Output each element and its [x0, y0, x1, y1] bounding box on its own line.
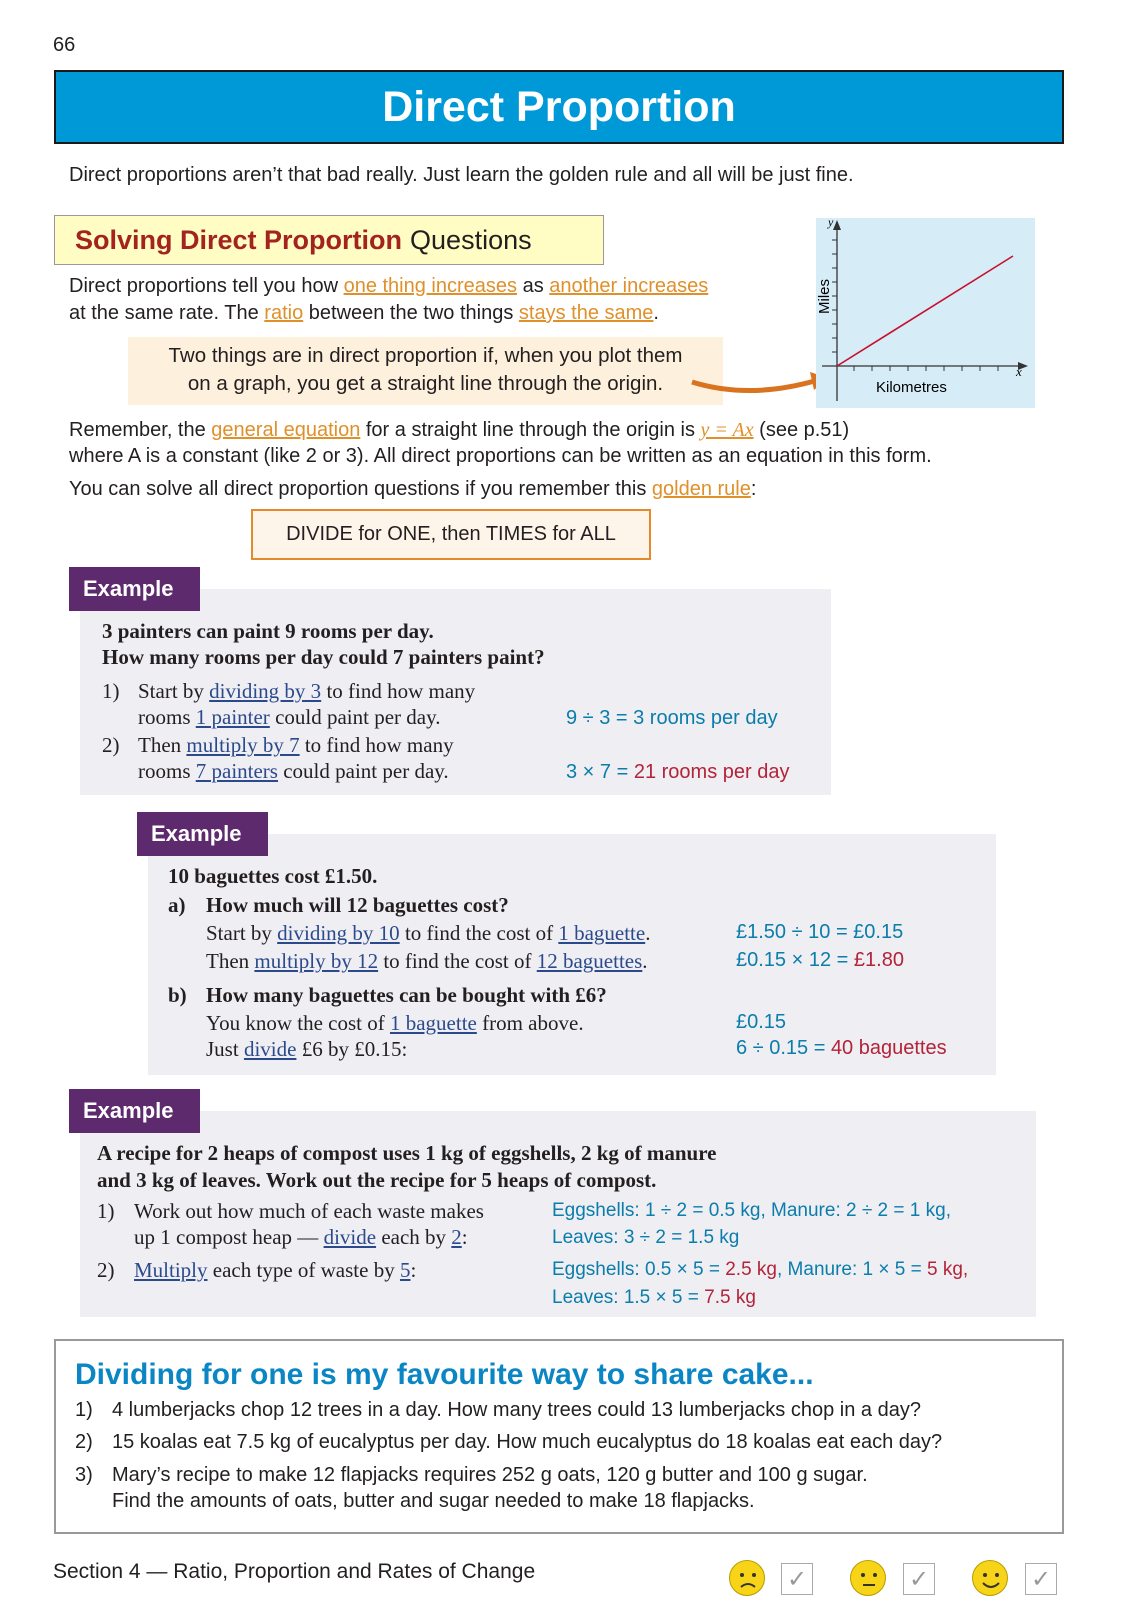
practice-title: Dividing for one is my favourite way to share cake...	[75, 1358, 814, 1391]
example-2-part-b-question: How many baguettes can be bought with £6?	[206, 983, 607, 1007]
example-1-step-2-b	[138, 759, 449, 784]
text: to find how many	[321, 679, 476, 703]
example-1-answer-2	[566, 761, 789, 784]
example-1-step-1-a	[138, 679, 475, 704]
keyword: 2	[451, 1225, 462, 1249]
example-2-label: Example	[137, 812, 268, 856]
example-3-question-2: and 3 kg of leaves. Work out the recipe for 5 heaps of compost.	[97, 1168, 657, 1192]
final-answer: 40 baguettes	[830, 1037, 947, 1059]
keyword: dividing by 10	[277, 921, 400, 945]
golden-rule-box: DIVIDE for ONE, then TIMES for ALL	[251, 509, 651, 560]
example-3-label: Example	[69, 1089, 200, 1133]
example-3-answer-2b	[552, 1287, 756, 1309]
example-1-answer-1: 9 ÷ 3 = 3 rooms per day	[566, 707, 778, 729]
keyword: divide	[243, 1037, 297, 1061]
text: Eggshells: 0.5 × 5 =	[552, 1259, 726, 1280]
text: .	[653, 302, 659, 324]
callout-line-1: Two things are in direct proportion if, when you plot them	[168, 344, 683, 367]
step-number: 2)	[97, 1258, 115, 1282]
keyword: another increases	[549, 275, 709, 297]
keyword: Multiply	[134, 1258, 208, 1282]
tick-box[interactable]: ✓	[781, 1563, 813, 1595]
question-number: 3)	[75, 1464, 93, 1486]
keyword: 7 painters	[195, 759, 278, 783]
golden-rule-intro	[69, 475, 756, 503]
text: rooms	[138, 705, 196, 729]
keyword: 12 baguettes	[536, 949, 643, 973]
arrow-icon	[690, 370, 830, 400]
question-number: 2)	[75, 1431, 93, 1453]
y-axis-label: Miles	[816, 278, 833, 314]
keyword: multiply by 7	[186, 733, 300, 757]
text: :	[461, 1225, 468, 1249]
text: You can solve all direct proportion questions if you remember this	[69, 478, 652, 500]
text: ,	[962, 1259, 969, 1280]
equation: y = Ax	[700, 419, 754, 441]
keyword: 1 baguette	[558, 921, 646, 945]
example-1-step-2-a	[138, 733, 454, 758]
final-answer: 21 rooms per day	[633, 761, 790, 783]
part-label: a)	[168, 893, 186, 917]
keyword: divide	[323, 1225, 377, 1249]
example-3-question-1: A recipe for 2 heaps of compost uses 1 kg of eggshells, 2 kg of manure	[97, 1141, 717, 1165]
proportion-graph	[816, 218, 1035, 408]
sad-face-icon	[729, 1560, 765, 1596]
text: £6 by £0.15:	[296, 1037, 408, 1061]
page-number: 66	[53, 34, 76, 56]
tick-box[interactable]: ✓	[1025, 1563, 1057, 1595]
example-3-step-1-a: Work out how much of each waste makes	[134, 1199, 484, 1223]
question-1: 4 lumberjacks chop 12 trees in a day. How many trees could 13 lumberjacks chop in a day?	[112, 1399, 921, 1421]
example-3-answer-1b: Leaves: 3 ÷ 2 = 1.5 kg	[552, 1227, 740, 1248]
x-axis-letter: x	[1016, 364, 1022, 379]
text: for a straight line through the origin is	[360, 419, 701, 441]
neutral-face-icon	[850, 1560, 886, 1596]
keyword: ratio	[264, 302, 304, 324]
text: Then	[206, 949, 255, 973]
step-number: 1)	[97, 1199, 115, 1223]
example-1-step-1-b	[138, 705, 440, 730]
text: 3 × 7 =	[566, 761, 634, 783]
text: Start by	[138, 679, 210, 703]
example-1-label: Example	[69, 567, 200, 611]
text: each by	[376, 1225, 452, 1249]
keyword: one thing increases	[343, 275, 518, 297]
text: :	[750, 478, 757, 500]
question-number: 1)	[75, 1399, 93, 1421]
keyword: 1 baguette	[389, 1011, 477, 1035]
text: Leaves: 1.5 × 5 =	[552, 1287, 705, 1308]
example-3-answer-2a	[552, 1259, 968, 1281]
step-number: 1)	[102, 679, 120, 703]
example-2-answer-b2	[736, 1037, 947, 1060]
text: Direct proportions tell you how	[69, 275, 344, 297]
footer-section: Section 4 — Ratio, Proportion and Rates of Change	[53, 1560, 536, 1583]
tick-box[interactable]: ✓	[903, 1563, 935, 1595]
example-2-answer-b1: £0.15	[736, 1011, 787, 1033]
text: to find the cost of	[399, 921, 559, 945]
part-label: b)	[168, 983, 187, 1007]
example-2-part-a-question: How much will 12 baguettes cost?	[206, 893, 509, 917]
callout-box	[128, 337, 723, 405]
section-heading	[54, 215, 604, 265]
step-number: 2)	[102, 733, 120, 757]
text: .	[642, 949, 648, 973]
question-2: 15 koalas eat 7.5 kg of eucalyptus per day. How much eucalyptus do 18 koalas eat each day?	[112, 1431, 943, 1453]
page-title: Direct Proportion	[54, 70, 1064, 144]
text: .	[645, 921, 651, 945]
text: at the same rate. The	[69, 302, 265, 324]
text: Remember, the	[69, 419, 212, 441]
question-3-line-2: Find the amounts of oats, butter and sugar needed to make 18 flapjacks.	[112, 1490, 755, 1512]
example-2-part-b-step-2	[206, 1037, 407, 1062]
definition-line-1	[69, 272, 708, 300]
text: could paint per day.	[277, 759, 449, 783]
example-2-part-a-step-2	[206, 949, 648, 974]
keyword: stays the same	[518, 302, 654, 324]
example-3-step-2	[134, 1258, 416, 1283]
happy-face-icon	[972, 1560, 1008, 1596]
keyword: 1 painter	[195, 705, 270, 729]
text: (see p.51)	[753, 419, 850, 441]
example-3-answer-1a: Eggshells: 1 ÷ 2 = 0.5 kg, Manure: 2 ÷ 2 = 1 kg,	[552, 1200, 951, 1221]
y-axis-letter: y	[828, 218, 834, 229]
section-heading-red: Solving Direct Proportion	[75, 224, 403, 255]
callout-line-2: on a graph, you get a straight line through the origin.	[187, 372, 664, 395]
text: £0.15 × 12 =	[736, 949, 854, 971]
text: Just	[206, 1037, 244, 1061]
text: Start by	[206, 921, 278, 945]
remember-line-1	[69, 416, 849, 444]
example-3-step-1-b	[134, 1225, 468, 1250]
text: each type of waste by	[207, 1258, 400, 1282]
example-2-part-b-step-1	[206, 1011, 584, 1036]
text: You know the cost of	[206, 1011, 390, 1035]
section-heading-black: Questions	[410, 224, 532, 255]
intro-text: Direct proportions aren’t that bad really. Just learn the golden rule and all will be just fine.	[69, 164, 854, 186]
text: Then	[138, 733, 187, 757]
final-answer: 7.5 kg	[704, 1287, 756, 1308]
example-2-question: 10 baguettes cost £1.50.	[168, 864, 378, 888]
example-2-answer-a2	[736, 949, 904, 972]
question-3: Mary’s recipe to make 12 flapjacks requires 252 g oats, 120 g butter and 100 g sugar.	[112, 1464, 868, 1486]
text: rooms	[138, 759, 196, 783]
text: , Manure: 1 × 5 =	[777, 1259, 927, 1280]
keyword: 5	[399, 1258, 411, 1282]
keyword: golden rule	[651, 478, 751, 500]
text: between the two things	[303, 302, 519, 324]
keyword: dividing by 3	[209, 679, 322, 703]
x-axis-label: Kilometres	[876, 379, 947, 396]
example-2-answer-a1: £1.50 ÷ 10 = £0.15	[736, 921, 904, 943]
text: from above.	[476, 1011, 584, 1035]
final-answer: 2.5 kg	[725, 1259, 777, 1280]
keyword: multiply by 12	[254, 949, 379, 973]
example-1-question-2: How many rooms per day could 7 painters paint?	[102, 645, 545, 669]
example-2-part-a-step-1	[206, 921, 650, 946]
definition-line-2	[69, 299, 659, 327]
example-1-question-1: 3 painters can paint 9 rooms per day.	[102, 619, 434, 643]
text: up 1 compost heap —	[134, 1225, 324, 1249]
text: could paint per day.	[269, 705, 441, 729]
text: as	[517, 275, 550, 297]
text: to find how many	[299, 733, 454, 757]
remember-line-2: where A is a constant (like 2 or 3). All direct proportions can be written as an equation in this form.	[69, 445, 932, 467]
text: :	[410, 1258, 417, 1282]
final-answer: 5 kg	[926, 1259, 963, 1280]
final-answer: £1.80	[853, 949, 904, 971]
keyword: general equation	[211, 419, 361, 441]
text: 6 ÷ 0.15 =	[736, 1037, 831, 1059]
text: to find the cost of	[378, 949, 537, 973]
graph-svg	[816, 218, 1035, 408]
